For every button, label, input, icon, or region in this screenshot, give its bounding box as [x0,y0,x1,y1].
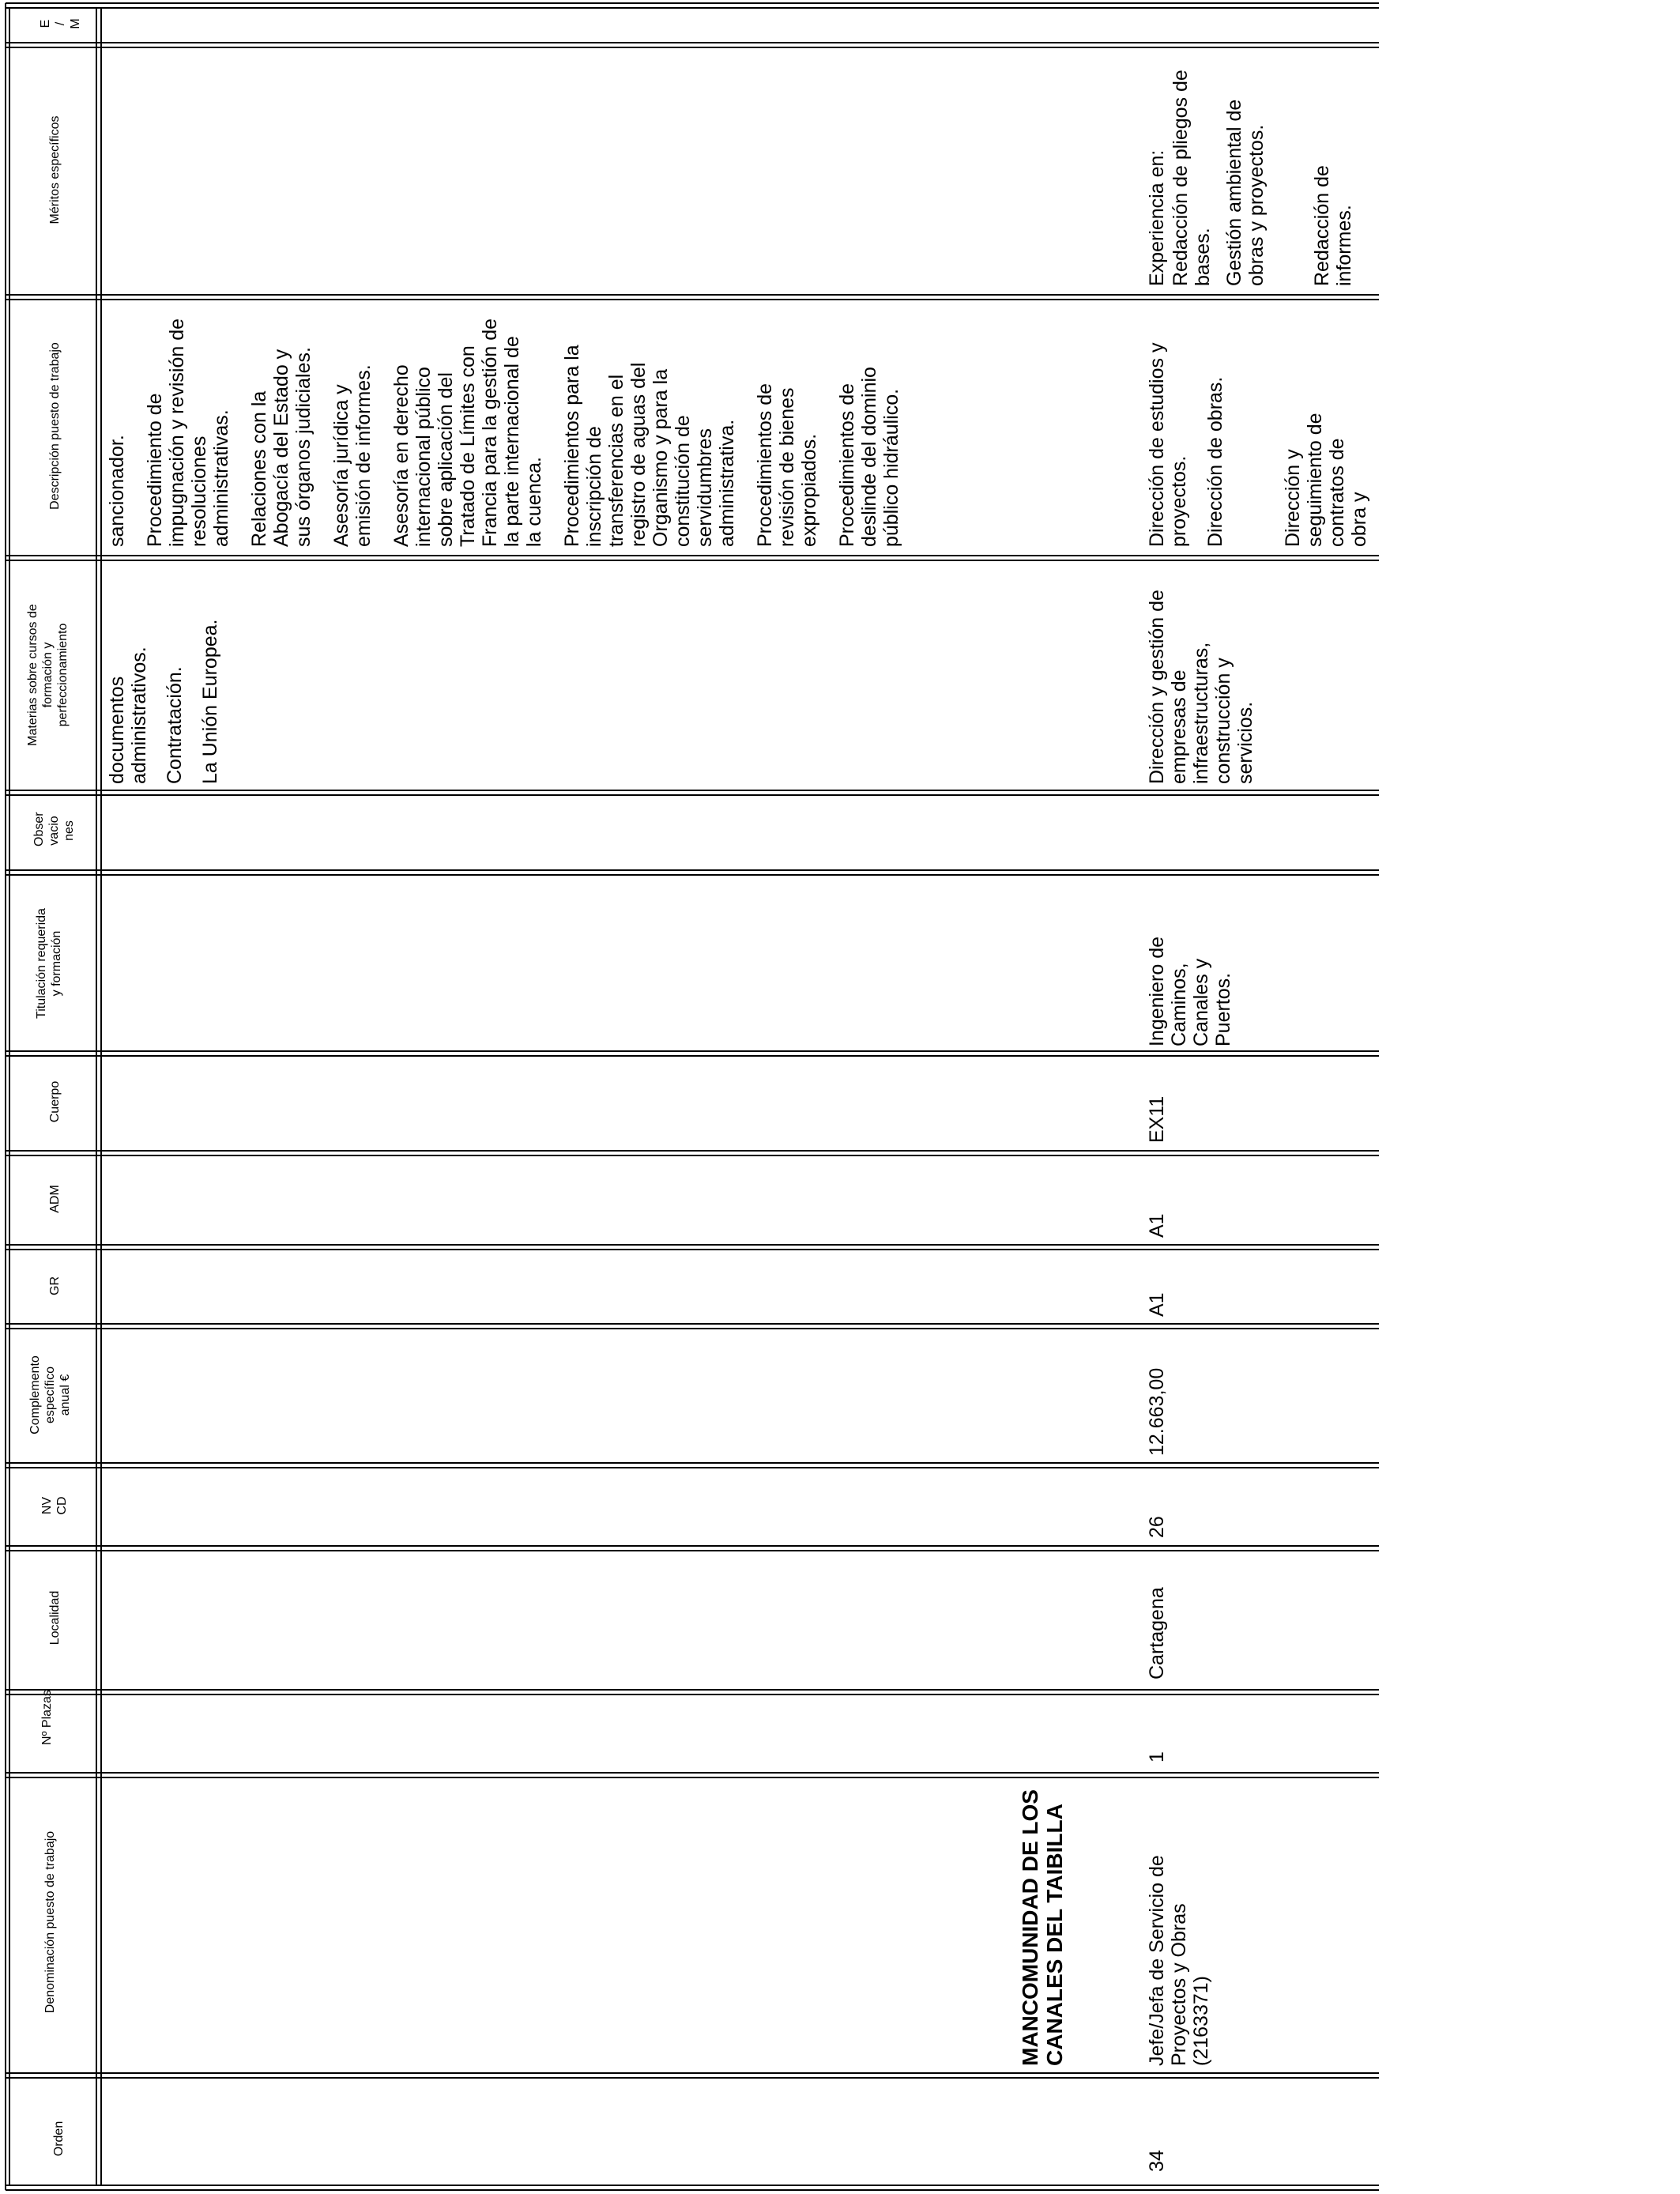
header-materias-label: Materias sobre cursos de formación y perfeccionamiento [26,604,70,746]
row-plazas: 1 [1146,1751,1168,1762]
header-gr-label: GR [48,1276,62,1295]
row-materias: Dirección y gestión de empresas de infraestructuras, construcción y servicios. [1146,590,1256,784]
header-denominacion [40,1776,87,2068]
header-nv [40,1472,87,1540]
materias-cont-item: documentos administrativos. [106,647,150,784]
header-adm-label: ADM [48,1185,62,1213]
header-localidad [47,1552,79,1683]
descripcion-cont-item: Relaciones con la Abogacía del Estado y sus órganos judiciales. [248,347,315,547]
meritos-item: Redacción de pliegos de bases. [1170,70,1214,286]
header-observaciones [32,796,91,865]
row-nv: 26 [1146,1516,1168,1538]
header-titulacion [34,880,89,1047]
descripcion-cont-item: Procedimiento de impugnación y revisión de resoluciones administrativas. [144,318,232,547]
header-denominacion-label: Denominación puesto de trabajo [43,1830,57,2014]
header-meritos [47,49,79,291]
descripcion-item: Dirección de obras. [1204,376,1226,547]
row-cuerpo: EX11 [1146,1095,1168,1143]
header-em [38,8,93,40]
row-titulacion: Ingeniero de Caminos, Canales y Puertos. [1146,936,1234,1046]
header-materias [25,564,92,786]
descripcion-cont-item: Asesoría jurídica y emisión de informes. [330,364,375,547]
descripcion-cont-item: sancionador. [106,435,128,547]
section-title: MANCOMUNIDAD DE LOS CANALES DEL TAIBILLA [1018,1789,1067,2066]
header-cuerpo-label: Cuerpo [48,1080,62,1123]
descripcion-cont-item: Procedimientos para la inscripción de transferencias en el registro de aguas del Organismo y para la constitución de servidumbres administrativa. [561,345,738,547]
row-adm: A1 [1146,1213,1168,1238]
header-gr [47,1252,79,1320]
row-complemento: 12.663,00 [1146,1367,1168,1456]
header-localidad-label: Localidad [48,1590,62,1646]
meritos-item: Gestión ambiental de obras y proyectos. [1223,99,1268,286]
row-observaciones [1146,801,1177,865]
row-descripcion [1146,318,1383,547]
header-descripcion [47,300,79,552]
descripcion-cont-item: Asesoría en derecho internacional público sobre aplicación del Tratado de Límites con Francia para la gestión de la parte internacional de la cuenca. [390,318,545,547]
header-titulacion-label: Titulación requerida y formación [35,908,63,1019]
descripcion-continued [106,318,991,547]
meritos-item: Experiencia en: [1146,149,1168,286]
header-adm [47,1157,79,1241]
header-complemento-label: Complemento específico anual € [28,1355,72,1434]
header-em-label: E / M [39,18,82,29]
materias-continued [106,571,232,784]
row-gr: A1 [1146,1292,1168,1317]
descripcion-cont-item: Procedimientos de deslinde del dominio público hidráulico. [836,367,902,547]
materias-cont-item: La Unión Europea. [199,619,221,784]
row-orden: 34 [1146,2150,1168,2172]
header-plazas-label: Nº Plazas [40,1690,54,1745]
header-orden-label: Orden [52,2120,66,2157]
header-complemento [28,1332,91,1458]
descripcion-item: Dirección y seguimiento de contratos de obra y [1282,413,1370,547]
descripcion-item: Dirección de estudios y proyectos. [1146,342,1190,547]
header-cuerpo [47,1057,79,1146]
materias-cont-item: Contratación. [164,666,186,784]
row-meritos [1146,57,1383,286]
descripcion-cont-item: Procedimientos de revisión de bienes expropiados. [754,383,820,547]
header-observaciones-label: Obser vacio nes [32,812,76,846]
row-denominacion: Jefe/Jefa de Servicio de Proyectos y Obras (2163371) [1146,1855,1212,2066]
header-meritos-label: Méritos específicos [48,115,62,224]
header-nv-label: NV CD [40,1496,69,1515]
row-localidad: Cartagena [1146,1587,1168,1679]
header-orden [14,2096,93,2175]
meritos-item: Redacción de informes. [1311,165,1355,286]
header-descripcion-label: Descripción puesto de trabajo [48,342,62,510]
